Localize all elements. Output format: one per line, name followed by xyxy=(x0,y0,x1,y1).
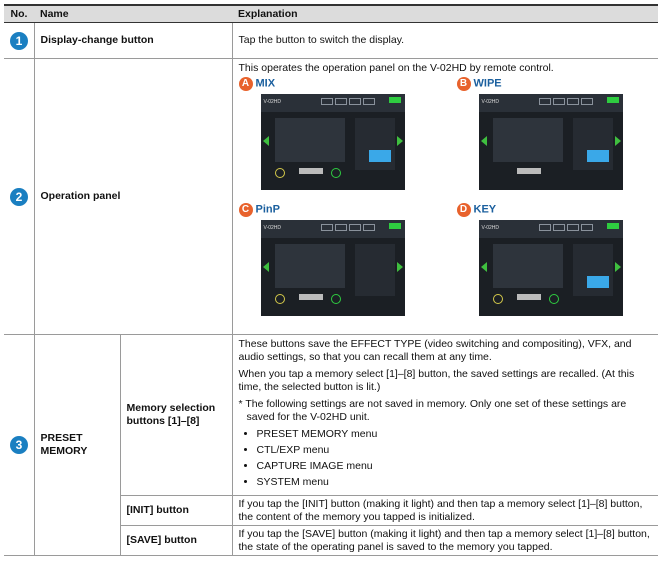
panel-title: WIPE xyxy=(473,77,502,90)
reference-table xyxy=(4,4,658,556)
list-item: • CAPTURE IMAGE menu xyxy=(257,460,652,473)
explanation-paragraph: When you tap a memory select [1]–[8] button, the saved settings are recalled. (At this time, the selected button is lit.) xyxy=(238,368,635,393)
table-header xyxy=(4,5,658,23)
row-number-badge: 2 xyxy=(10,188,28,206)
row-name: Display-change button xyxy=(34,23,232,59)
panel-letter-badge: C xyxy=(239,203,253,217)
panel-letter-badge: D xyxy=(457,203,471,217)
row-name: Operation panel xyxy=(34,59,232,335)
row-number-badge: 1 xyxy=(10,32,28,50)
panel-title: MIX xyxy=(255,77,276,90)
unsaved-settings-list xyxy=(239,428,652,489)
explanation-paragraph: These buttons save the EFFECT TYPE (video switching and compositing), VFX, and audio settings, so that you can recall them at any time. xyxy=(238,338,632,363)
panel-pinp xyxy=(239,203,449,316)
row-explanation: This operates the operation panel on the V-02HD by remote control. xyxy=(238,62,554,74)
subrow-name: Memory selection buttons [1]–[8] xyxy=(120,335,232,496)
panel-letter-badge: A xyxy=(239,77,253,91)
list-item: • SYSTEM menu xyxy=(257,476,652,489)
header-no: No. xyxy=(4,5,34,23)
row-explanation: Tap the button to switch the display. xyxy=(232,23,658,59)
panel-mix xyxy=(239,77,449,190)
screenshot-image: V-02HD xyxy=(479,94,623,190)
row-explanation: If you tap the [SAVE] button (making it light) and then tap a memory select [1]–[8] button, the state of the operating panel is saved to the memory you tapped. xyxy=(232,526,658,556)
header-name: Name xyxy=(34,5,232,23)
subrow-name: [SAVE] button xyxy=(120,526,232,556)
panel-key xyxy=(457,203,663,316)
explanation-note: * The following settings are not saved in memory. Only one set of these settings are saved for the V-02HD unit. xyxy=(238,398,627,423)
panel-title: KEY xyxy=(473,203,497,216)
panel-title: PinP xyxy=(255,203,280,216)
row-number-badge: 3 xyxy=(10,436,28,454)
panel-grid xyxy=(239,75,652,329)
list-item: • PRESET MEMORY menu xyxy=(257,428,652,441)
table-row xyxy=(4,23,658,59)
row-name: PRESET MEMORY xyxy=(34,335,120,556)
screenshot-image: V-02HD xyxy=(261,94,405,190)
screenshot-image: V-02HD xyxy=(261,220,405,316)
panel-letter-badge: B xyxy=(457,77,471,91)
screenshot-image: V-02HD xyxy=(479,220,623,316)
panel-wipe xyxy=(457,77,663,190)
table-row xyxy=(4,335,658,496)
list-item: • CTL/EXP menu xyxy=(257,444,652,457)
table-row xyxy=(4,59,658,335)
header-explanation: Explanation xyxy=(232,5,658,23)
subrow-name: [INIT] button xyxy=(120,496,232,526)
row-explanation: If you tap the [INIT] button (making it light) and then tap a memory select [1]–[8] button, the content of the memory you tapped is initialized. xyxy=(232,496,658,526)
